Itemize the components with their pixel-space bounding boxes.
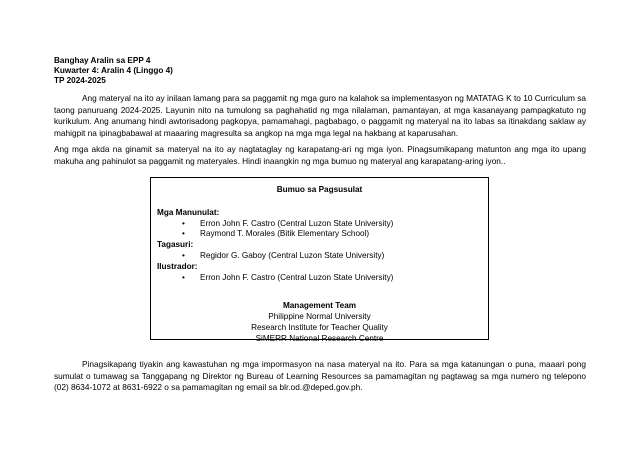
usage-notice-paragraph: Ang materyal na ito ay inilaan lamang para sa paggamit ng mga guro na kalahok sa implementasyon ng MATATAG K to 10 Curriculum sa taong panuruang 2024-2025. Layunin nito na tumulong sa paghahatid ng mga nilalaman, pamantayan, at mga kasanayang pampagkatuto ng kurikulum. Ang anumang hindi awtorisadong pagkopya, pamamahagi, pagbabago, o paggamit ng materyal na ito labas sa itinakdang saklaw ay mahigpit na ipinagbabawal at maaaring magresulta sa angkop na mga mga legal na hakbang at kaparusahan.: [54, 93, 586, 138]
illustrators-list: [157, 273, 488, 284]
list-item: [157, 273, 488, 284]
validator-name: Regidor G. Gaboy (Central Luzon State University): [200, 250, 385, 260]
writers-section: [157, 208, 488, 284]
contact-paragraph: Pinagsikapang tiyakin ang kawastuhan ng mga impormasyon na nasa materyal na ito. Para sa mga katanungan o puna, maaari pong sumulat o tumawag sa Tanggapang ng Direktor ng Bureau of Learning Resources sa pamamagitan ng pagtawag sa mga numero ng telepono (02) 8634-1072 at 8631-6922 o sa pamamagitan ng email sa blr.od.@deped.gov.ph.: [54, 359, 586, 393]
credits-box: [150, 177, 489, 343]
validators-list: [157, 251, 488, 262]
management-line: SiMERR National Research Centre: [255, 333, 384, 343]
bullet-icon: •: [182, 229, 185, 239]
illustrator-name: Erron John F. Castro (Central Luzon State University): [200, 272, 394, 282]
header-title: Banghay Aralin sa EPP 4: [54, 56, 151, 65]
validator-label: Tagasuri:: [157, 240, 194, 250]
copyright-paragraph: Ang mga akda na ginamit sa materyal na ito ay nagtataglay ng karapatang-ari ng mga iyon. Pinagsumikapang matunton ang mga ito upang makuha ang pahinulot sa paggamit ng materyales. Hindi inaangkin ng mga bumuo ng materyal ang karapatang-aring iyon..: [54, 144, 586, 166]
bullet-icon: •: [182, 250, 185, 260]
bullet-icon: •: [182, 218, 185, 228]
writer-name: Raymond T. Morales (Bitik Elementary School): [200, 229, 370, 239]
management-line: Research Institute for Teacher Quality: [251, 322, 388, 332]
bullet-icon: •: [182, 272, 185, 282]
writers-list: [157, 219, 488, 241]
list-item: [157, 251, 488, 262]
management-line: Philippine Normal University: [268, 312, 371, 322]
list-item: [157, 219, 488, 230]
lesson-header: [54, 56, 173, 86]
header-quarter: Kuwarter 4: Aralin 4 (Linggo 4): [54, 66, 173, 75]
management-team-title: Management Team: [282, 301, 357, 311]
list-item: [157, 229, 488, 240]
writers-label: Mga Manunulat:: [157, 207, 220, 217]
credits-title: Bumuo sa Pagsusulat: [276, 185, 363, 194]
header-school-year: TP 2024-2025: [54, 76, 106, 85]
writer-name: Erron John F. Castro (Central Luzon State University): [200, 218, 394, 228]
illustrator-label: Ilustrador:: [157, 261, 198, 271]
